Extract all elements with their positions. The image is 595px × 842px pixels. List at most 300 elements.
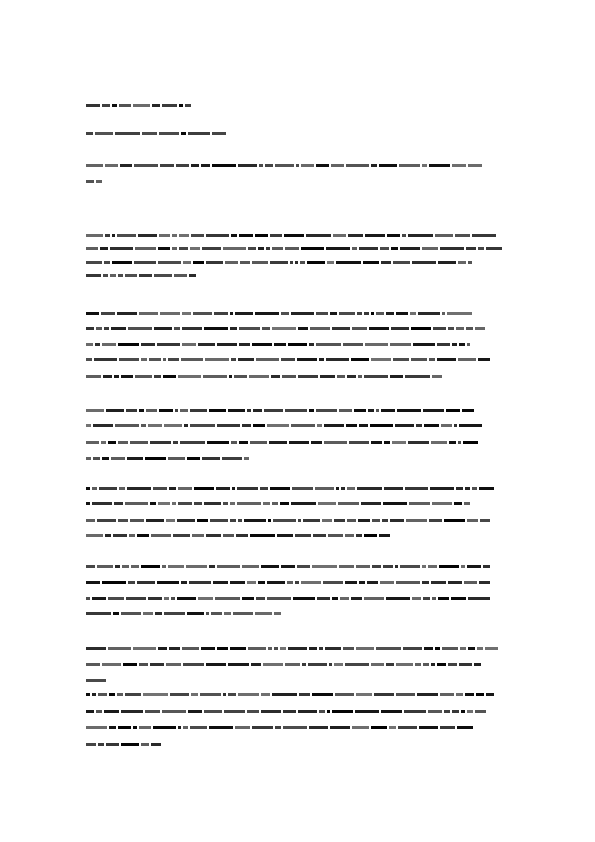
- text-fragment: [159, 132, 179, 135]
- text-fragment: [315, 487, 334, 490]
- text-fragment: [374, 693, 394, 696]
- text-fragment: [137, 581, 155, 584]
- text-fragment: [336, 487, 339, 490]
- text-fragment: [272, 327, 296, 330]
- text-fragment: [106, 409, 124, 412]
- text-fragment: [265, 164, 273, 167]
- text-fragment: [422, 164, 427, 167]
- text-fragment: [238, 519, 242, 522]
- text-fragment: [468, 261, 472, 264]
- text-fragment: [468, 164, 482, 167]
- text-fragment: [441, 424, 452, 427]
- text-fragment: [348, 234, 363, 237]
- text-line: [86, 246, 514, 250]
- text-fragment: [182, 327, 202, 330]
- text-fragment: [359, 424, 368, 427]
- text-fragment: [105, 234, 110, 237]
- text-fragment: [476, 693, 484, 696]
- text-fragment: [230, 327, 237, 330]
- text-fragment: [204, 327, 228, 330]
- text-fragment: [188, 710, 202, 713]
- text-fragment: [440, 247, 464, 250]
- text-fragment: [371, 726, 387, 729]
- text-fragment: [166, 663, 181, 666]
- text-fragment: [211, 612, 222, 615]
- text-fragment: [94, 358, 117, 361]
- text-fragment: [206, 261, 223, 264]
- text-fragment: [483, 565, 490, 568]
- text-fragment: [103, 375, 112, 378]
- text-fragment: [252, 343, 272, 346]
- text-fragment: [166, 519, 175, 522]
- text-fragment: [86, 726, 107, 729]
- text-fragment: [383, 565, 393, 568]
- text-fragment: [119, 104, 131, 107]
- text-fragment: [272, 247, 283, 250]
- text-fragment: [252, 261, 268, 264]
- text-fragment: [230, 502, 235, 505]
- text-fragment: [141, 743, 149, 746]
- text-fragment: [134, 164, 158, 167]
- text-fragment: [429, 519, 442, 522]
- text-fragment: [154, 327, 172, 330]
- text-fragment: [478, 247, 484, 250]
- text-fragment: [101, 441, 106, 444]
- text-fragment: [118, 274, 123, 277]
- text-fragment: [86, 132, 93, 135]
- text-fragment: [118, 343, 139, 346]
- text-fragment: [113, 534, 127, 537]
- text-fragment: [402, 234, 406, 237]
- text-fragment: [162, 710, 186, 713]
- text-fragment: [137, 534, 149, 537]
- text-fragment: [86, 343, 93, 346]
- text-fragment: [272, 502, 278, 505]
- text-fragment: [424, 647, 433, 650]
- text-fragment: [270, 261, 288, 264]
- text-fragment: [330, 312, 337, 315]
- text-fragment: [217, 343, 237, 346]
- text-fragment: [108, 647, 131, 650]
- text-fragment: [92, 693, 96, 696]
- text-fragment: [277, 534, 293, 537]
- text-fragment: [283, 710, 296, 713]
- text-fragment: [193, 261, 204, 264]
- text-fragment: [190, 409, 207, 412]
- text-fragment: [403, 647, 422, 650]
- text-fragment: [239, 234, 253, 237]
- text-fragment: [431, 441, 447, 444]
- text-fragment: [184, 424, 188, 427]
- text-fragment: [157, 581, 179, 584]
- text-fragment: [127, 487, 151, 490]
- text-fragment: [430, 487, 454, 490]
- text-fragment: [412, 261, 436, 264]
- text-fragment: [232, 487, 235, 490]
- text-fragment: [412, 597, 421, 600]
- text-line: [86, 456, 261, 460]
- text-fragment: [109, 693, 115, 696]
- text-fragment: [480, 519, 490, 522]
- text-fragment: [111, 327, 126, 330]
- text-fragment: [118, 726, 131, 729]
- text-fragment: [424, 424, 439, 427]
- text-fragment: [346, 164, 369, 167]
- text-fragment: [301, 247, 324, 250]
- text-line: [86, 564, 514, 568]
- text-fragment: [384, 441, 390, 444]
- text-fragment: [438, 597, 449, 600]
- text-fragment: [104, 261, 110, 264]
- text-fragment: [327, 710, 330, 713]
- text-fragment: [405, 487, 428, 490]
- text-fragment: [185, 104, 191, 107]
- text-fragment: [465, 693, 474, 696]
- text-fragment: [458, 441, 461, 444]
- text-fragment: [446, 409, 460, 412]
- text-fragment: [115, 132, 140, 135]
- text-fragment: [209, 565, 215, 568]
- text-fragment: [115, 565, 120, 568]
- text-fragment: [274, 612, 281, 615]
- text-fragment: [194, 502, 202, 505]
- text-fragment: [192, 534, 204, 537]
- text-fragment: [201, 647, 215, 650]
- text-fragment: [188, 132, 210, 135]
- text-fragment: [285, 663, 300, 666]
- text-fragment: [435, 234, 453, 237]
- text-fragment: [187, 612, 204, 615]
- text-fragment: [179, 104, 183, 107]
- text-fragment: [334, 663, 343, 666]
- text-fragment: [332, 327, 350, 330]
- text-fragment: [369, 327, 389, 330]
- text-fragment: [86, 663, 100, 666]
- text-fragment: [86, 743, 96, 746]
- text-fragment: [114, 502, 123, 505]
- text-fragment: [133, 726, 137, 729]
- text-fragment: [86, 104, 100, 107]
- text-fragment: [351, 358, 369, 361]
- text-fragment: [267, 597, 291, 600]
- text-fragment: [291, 312, 314, 315]
- text-fragment: [283, 726, 307, 729]
- text-fragment: [268, 519, 271, 522]
- text-fragment: [282, 375, 296, 378]
- text-fragment: [191, 693, 198, 696]
- text-fragment: [312, 565, 337, 568]
- text-line: [86, 233, 514, 237]
- text-fragment: [474, 663, 481, 666]
- text-fragment: [247, 710, 259, 713]
- text-fragment: [364, 534, 377, 537]
- text-fragment: [381, 409, 395, 412]
- text-fragment: [168, 457, 185, 460]
- text-fragment: [459, 424, 482, 427]
- text-fragment: [86, 679, 106, 682]
- text-fragment: [281, 358, 295, 361]
- text-fragment: [456, 693, 463, 696]
- text-fragment: [150, 663, 164, 666]
- text-fragment: [451, 597, 466, 600]
- text-fragment: [370, 424, 393, 427]
- text-fragment: [86, 375, 101, 378]
- text-fragment: [172, 247, 177, 250]
- text-fragment: [154, 274, 172, 277]
- text-fragment: [96, 180, 102, 183]
- text-fragment: [139, 274, 152, 277]
- text-fragment: [343, 647, 354, 650]
- text-fragment: [155, 612, 162, 615]
- text-fragment: [357, 487, 382, 490]
- text-fragment: [86, 519, 95, 522]
- text-fragment: [422, 565, 426, 568]
- text-fragment: [413, 343, 435, 346]
- text-line: [86, 518, 514, 522]
- text-fragment: [264, 409, 283, 412]
- text-fragment: [104, 710, 119, 713]
- text-fragment: [121, 612, 141, 615]
- text-fragment: [127, 457, 143, 460]
- text-fragment: [468, 597, 490, 600]
- text-fragment: [367, 581, 378, 584]
- text-fragment: [230, 581, 245, 584]
- text-fragment: [190, 247, 200, 250]
- text-fragment: [182, 647, 199, 650]
- text-fragment: [297, 565, 310, 568]
- text-fragment: [121, 710, 143, 713]
- text-fragment: [86, 597, 90, 600]
- text-fragment: [86, 234, 103, 237]
- text-fragment: [462, 409, 474, 412]
- text-fragment: [298, 375, 318, 378]
- text-fragment: [339, 565, 354, 568]
- text-line: [86, 273, 204, 277]
- text-fragment: [280, 647, 286, 650]
- text-fragment: [183, 663, 204, 666]
- text-fragment: [112, 261, 132, 264]
- text-fragment: [223, 534, 234, 537]
- text-fragment: [247, 581, 256, 584]
- text-fragment: [358, 519, 370, 522]
- text-fragment: [331, 164, 344, 167]
- text-fragment: [180, 441, 205, 444]
- text-fragment: [386, 597, 410, 600]
- text-fragment: [319, 710, 325, 713]
- text-fragment: [139, 726, 151, 729]
- text-fragment: [437, 358, 456, 361]
- text-fragment: [269, 441, 287, 444]
- text-fragment: [231, 234, 237, 237]
- text-fragment: [157, 343, 180, 346]
- text-fragment: [223, 247, 246, 250]
- text-fragment: [225, 261, 238, 264]
- text-fragment: [313, 534, 326, 537]
- text-fragment: [123, 663, 137, 666]
- text-fragment: [429, 358, 435, 361]
- text-fragment: [339, 312, 355, 315]
- text-fragment: [428, 710, 442, 713]
- text-fragment: [339, 409, 352, 412]
- text-fragment: [108, 597, 124, 600]
- text-fragment: [423, 409, 444, 412]
- text-fragment: [466, 327, 473, 330]
- text-fragment: [479, 487, 494, 490]
- text-fragment: [253, 409, 262, 412]
- text-fragment: [381, 261, 391, 264]
- text-fragment: [298, 327, 308, 330]
- text-fragment: [244, 519, 266, 522]
- text-fragment: [405, 375, 430, 378]
- text-fragment: [169, 647, 180, 650]
- text-fragment: [172, 502, 176, 505]
- text-fragment: [323, 581, 343, 584]
- text-fragment: [307, 261, 325, 264]
- text-fragment: [456, 327, 464, 330]
- text-line: [86, 408, 514, 412]
- text-fragment: [181, 581, 187, 584]
- text-fragment: [182, 312, 191, 315]
- text-fragment: [371, 663, 384, 666]
- text-fragment: [396, 663, 413, 666]
- text-fragment: [432, 597, 436, 600]
- text-fragment: [354, 409, 366, 412]
- text-fragment: [290, 261, 293, 264]
- text-line: [86, 103, 208, 107]
- text-fragment: [317, 424, 322, 427]
- text-fragment: [449, 441, 456, 444]
- text-fragment: [268, 647, 272, 650]
- text-fragment: [98, 693, 107, 696]
- text-fragment: [444, 710, 450, 713]
- text-fragment: [423, 663, 429, 666]
- text-fragment: [86, 487, 90, 490]
- text-fragment: [117, 234, 136, 237]
- text-fragment: [230, 647, 246, 650]
- text-fragment: [380, 247, 389, 250]
- text-fragment: [261, 565, 279, 568]
- text-fragment: [458, 358, 476, 361]
- text-fragment: [239, 441, 248, 444]
- text-fragment: [292, 487, 313, 490]
- text-fragment: [432, 502, 452, 505]
- text-fragment: [153, 487, 167, 490]
- text-fragment: [168, 565, 184, 568]
- text-fragment: [260, 487, 268, 490]
- text-fragment: [478, 358, 490, 361]
- text-line: [86, 662, 514, 666]
- text-fragment: [310, 327, 330, 330]
- text-fragment: [345, 581, 357, 584]
- text-fragment: [141, 343, 155, 346]
- text-fragment: [386, 663, 394, 666]
- text-fragment: [224, 710, 245, 713]
- text-fragment: [190, 726, 207, 729]
- text-fragment: [230, 519, 236, 522]
- text-fragment: [206, 612, 209, 615]
- text-fragment: [448, 581, 462, 584]
- text-fragment: [345, 534, 354, 537]
- text-fragment: [162, 104, 177, 107]
- text-line: [86, 692, 514, 696]
- text-fragment: [485, 647, 498, 650]
- text-fragment: [182, 343, 196, 346]
- text-fragment: [230, 312, 233, 315]
- text-fragment: [148, 597, 162, 600]
- text-fragment: [138, 234, 157, 237]
- text-fragment: [206, 663, 226, 666]
- text-fragment: [379, 534, 390, 537]
- text-fragment: [121, 375, 133, 378]
- text-fragment: [338, 502, 359, 505]
- text-fragment: [396, 581, 420, 584]
- text-fragment: [319, 358, 324, 361]
- text-fragment: [334, 519, 345, 522]
- text-fragment: [284, 234, 304, 237]
- text-fragment: [131, 565, 139, 568]
- text-fragment: [95, 132, 113, 135]
- text-fragment: [96, 327, 102, 330]
- text-fragment: [274, 343, 286, 346]
- text-fragment: [316, 164, 329, 167]
- text-fragment: [298, 519, 301, 522]
- text-fragment: [432, 375, 442, 378]
- text-fragment: [332, 597, 338, 600]
- text-fragment: [86, 612, 111, 615]
- text-fragment: [390, 519, 404, 522]
- text-fragment: [419, 726, 438, 729]
- text-fragment: [228, 693, 236, 696]
- text-fragment: [291, 502, 316, 505]
- text-fragment: [231, 358, 236, 361]
- text-fragment: [396, 312, 408, 315]
- text-fragment: [206, 234, 229, 237]
- text-fragment: [86, 261, 102, 264]
- text-fragment: [118, 519, 128, 522]
- text-fragment: [390, 343, 411, 346]
- text-fragment: [200, 693, 221, 696]
- text-fragment: [98, 743, 104, 746]
- text-fragment: [256, 597, 265, 600]
- text-fragment: [133, 647, 156, 650]
- text-fragment: [318, 502, 336, 505]
- text-fragment: [117, 693, 123, 696]
- text-line: [86, 725, 514, 729]
- text-fragment: [448, 663, 457, 666]
- text-fragment: [102, 104, 110, 107]
- text-fragment: [415, 663, 421, 666]
- text-fragment: [329, 663, 332, 666]
- text-fragment: [162, 565, 166, 568]
- text-fragment: [396, 693, 415, 696]
- text-fragment: [327, 261, 334, 264]
- text-fragment: [112, 234, 115, 237]
- text-fragment: [198, 597, 213, 600]
- text-fragment: [486, 693, 494, 696]
- text-fragment: [406, 519, 427, 522]
- text-fragment: [177, 597, 196, 600]
- text-fragment: [223, 693, 226, 696]
- text-fragment: [319, 647, 323, 650]
- text-fragment: [95, 343, 100, 346]
- text-fragment: [274, 647, 278, 650]
- text-fragment: [281, 565, 295, 568]
- text-fragment: [467, 343, 470, 346]
- text-fragment: [417, 693, 438, 696]
- text-fragment: [186, 565, 207, 568]
- text-line: [86, 678, 106, 682]
- text-fragment: [125, 693, 141, 696]
